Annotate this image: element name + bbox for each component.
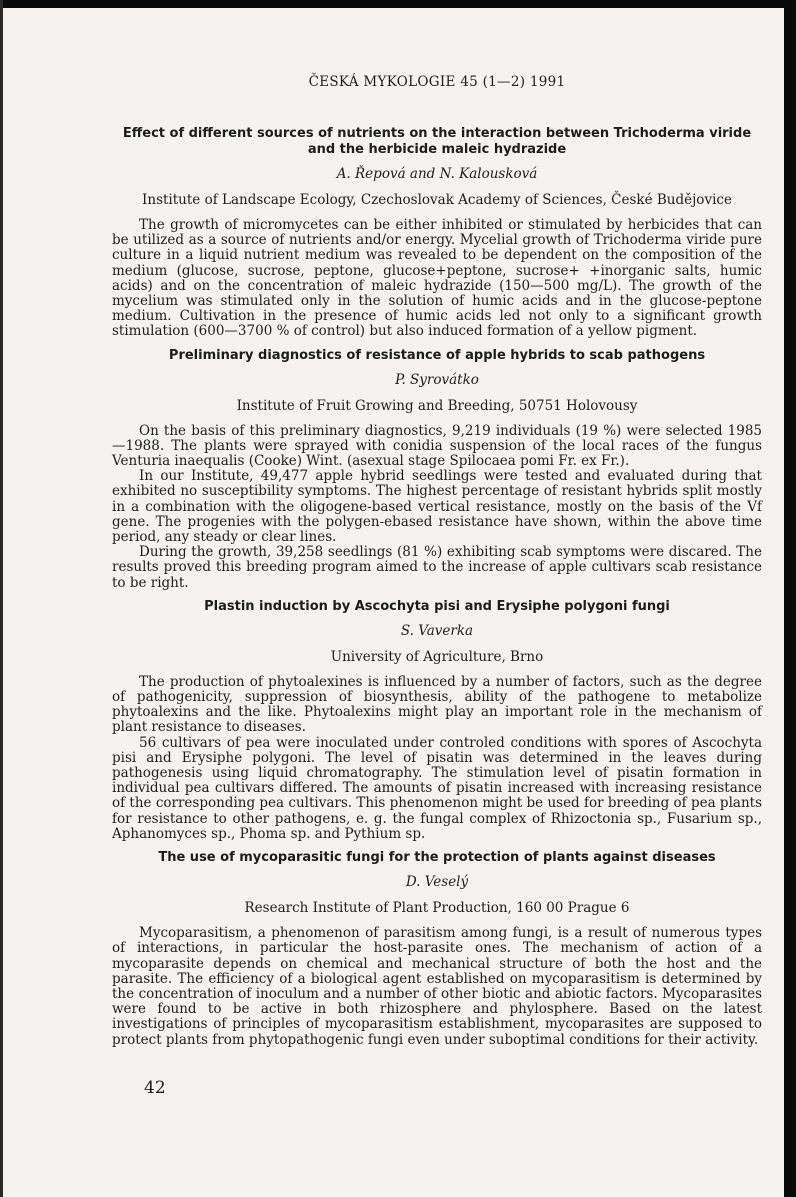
article-paragraph: During the growth, 39,258 seedlings (81 %) exhibiting scab symptoms were discared. The results proved this breeding program aimed to the increase of apple cultivars scab resistance to be right.	[112, 544, 762, 591]
article-authors: P. Syrovátko	[395, 371, 479, 388]
article-authors: S. Vaverka	[400, 622, 474, 639]
article-institution: Research Institute of Plant Production, 160 00 Prague 6	[244, 900, 630, 917]
article-3	[112, 599, 762, 842]
article-1	[112, 126, 762, 340]
article-authors: D. Veselý	[405, 874, 469, 891]
journal-header: ČESKÁ MYKOLOGIE 45 (1—2) 1991	[308, 74, 566, 90]
article-paragraph: On the basis of this preliminary diagnostics, 9,219 individuals (19 %) were selected 1985—1988. The plants were sprayed with conidia suspension of the local races of the fungus Venturia inaequalis (Cooke) Wint. (asexual stage Spilocaea pomi Fr. ex Fr.).	[112, 422, 762, 470]
scan-top-border	[0, 0, 796, 8]
page-content	[112, 70, 762, 1048]
article-institution: Institute of Landscape Ecology, Czechoslovak Academy of Sciences, České Budějovice	[142, 192, 732, 208]
article-paragraph: The growth of micromycetes can be either inhibited or stimulated by herbicides that can be utilized as a source of nutrients and/or energy. Mycelial growth of Trichoderma viride pure culture in a liquid nutrient medium was revealed to be dependent on the composition of the medium (glucose, sucrose, peptone, glucose+peptone, sucrose+ +inorganic salts, humic acids) and on the concentration of maleic hydrazide (150—500 mg/L). The growth of the mycelium was stimulated only in the solution of humic acids and in the glucose-peptone medium. Cultivation in the presence of humic acids led not only to a significant growth stimulation (600—3700 % of control) but also induced formation of a yellow pigment.	[112, 217, 762, 340]
article-title: Preliminary diagnostics of resistance of apple hybrids to scab pathogens	[168, 347, 706, 363]
article-institution: Institute of Fruit Growing and Breeding, 50751 Holovousy	[236, 397, 638, 414]
article-authors: A. Řepová and N. Kalousková	[336, 166, 538, 182]
article-paragraph: In our Institute, 49,477 apple hybrid seedlings were tested and evaluated during that exhibited no susceptibility symptoms. The highest percentage of resistant hybrids split mostly in a combination with the oligogene-based vertical resistance, mostly on the basis of the Vf gene. The progenies with the polygen-ebased resistance have shown, within the above time period, any steady or clear lines.	[112, 468, 762, 546]
article-title: Plastin induction by Ascochyta pisi and Erysiphe polygoni fungi	[204, 598, 670, 614]
article-2	[112, 348, 762, 591]
page-number: 42	[144, 1078, 166, 1098]
article-title: Effect of different sources of nutrients on the interaction between Trichoderma viride and the herbicide maleic hydrazide	[122, 126, 752, 157]
article-title: The use of mycoparasitic fungi for the protection of plants against diseases	[158, 850, 716, 866]
article-institution: University of Agriculture, Brno	[330, 648, 544, 665]
article-paragraph: The production of phytoalexines is influenced by a number of factors, such as the degree of pathogenicity, suppression of biosynthesis, ability of the pathogene to metabolize phytoalexins and the like. Phytoalexins might play an important role in the mechanism of plant resistance to diseases.	[112, 673, 762, 736]
scan-right-border	[784, 0, 796, 1197]
article-paragraph: Mycoparasitism, a phenomenon of parasitism among fungi, is a result of numerous types of interactions, in particular the host-parasite ones. The mechanism of action of a mycoparasite depends on chemical and mechanical structure of both the host and the parasite. The efficiency of a biological agent established on mycoparasitism is determined by the concentration of inoculum and a number of other biotic and abiotic factors. Mycoparasites were found to be active in both rhizosphere and phylosphere. Based on the latest investigations of principles of mycoparasitism establishment, mycoparasites are supposed to protect plants from phytopathogenic fungi even under suboptimal conditions for their activity.	[112, 925, 762, 1048]
article-paragraph: 56 cultivars of pea were inoculated under controled conditions with spores of Ascochyta pisi and Erysiphe polygoni. The level of pisatin was determined in the leaves during pathogenesis using liquid chromatography. The stimulation level of pisatin formation in individual pea cultivars differed. The amounts of pisatin increased with increasing resistance of the corresponding pea cultivars. This phenomenon might be used for breeding of pea plants for resistance to other pathogens, e. g. the fungal complex of Rhizoctonia sp., Fusarium sp., Aphanomyces sp., Phoma sp. and Pythium sp.	[112, 734, 762, 842]
article-4	[112, 850, 762, 1048]
scan-left-border	[0, 0, 3, 1197]
